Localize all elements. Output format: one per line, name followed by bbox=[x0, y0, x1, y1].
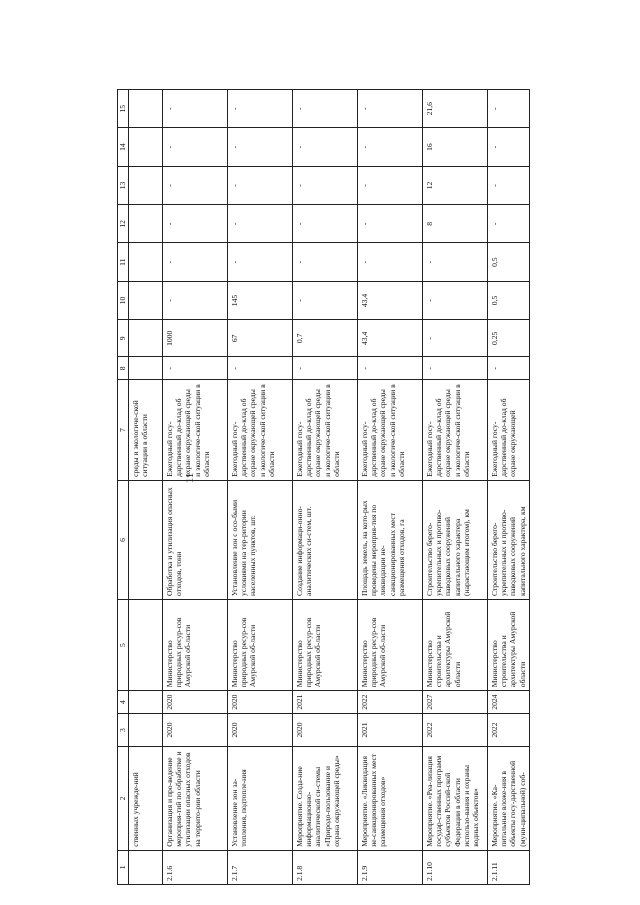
table-cell-col12: - bbox=[293, 205, 358, 243]
table-cell-col13: 12 bbox=[423, 166, 488, 204]
table-cell-col8: - bbox=[423, 357, 488, 380]
table-cell-col8 bbox=[129, 357, 163, 380]
table-cell-col15: - bbox=[358, 90, 423, 128]
table-cell-col1: 2.1.8 bbox=[293, 850, 358, 884]
header-cell: 7 bbox=[118, 380, 129, 481]
table-cell-col8: - bbox=[488, 357, 530, 380]
table-cell-col7: Ежегодный госу-дарственный до-клад об охране окружающей среды и экологиче-ской ситуации в области bbox=[163, 380, 228, 481]
table-cell-col1: 2.1.9 bbox=[358, 850, 423, 884]
table-cell-col15: - bbox=[293, 90, 358, 128]
table-cell-col4 bbox=[129, 691, 163, 714]
table-cell-col12: - bbox=[228, 205, 293, 243]
table-cell-col5 bbox=[129, 600, 163, 691]
table-cell-col15: - bbox=[163, 90, 228, 128]
table-cell-col1 bbox=[129, 850, 163, 884]
table-row bbox=[163, 90, 228, 885]
table-cell-col14: - bbox=[228, 128, 293, 166]
table-cell-col11: - bbox=[228, 243, 293, 281]
table-cell-col14 bbox=[129, 128, 163, 166]
header-cell: 4 bbox=[118, 691, 129, 714]
table-cell-col5: Министерство природных ресур-сов Амурской об-ласти bbox=[163, 600, 228, 691]
table-cell-col13: - bbox=[293, 166, 358, 204]
table-cell-col3: 2021 bbox=[358, 714, 423, 747]
header-cell: 1 bbox=[118, 850, 129, 884]
table-cell-col8: - bbox=[293, 357, 358, 380]
program-measures-table bbox=[117, 89, 530, 885]
table-cell-col15: - bbox=[488, 90, 530, 128]
table-cell-col6: Установление зон с осо-быми условиями на тер-ритории населенных пунктов, шт. bbox=[228, 480, 293, 599]
table-cell-col8: - bbox=[228, 357, 293, 380]
table-cell-col5: Министерство природных ресур-сов Амурской об-ласти bbox=[293, 600, 358, 691]
table-cell-col2: Мероприятие. «Ка-питальные вложе-ния в объекты госу-дарственной (муни-ципальной) соб- bbox=[488, 747, 530, 851]
table-cell-col5: Министерство природных ресур-сов Амурской об-ласти bbox=[228, 600, 293, 691]
table-cell-col2: Организация и про-ведение мероприя-тий по обработке и утилизации опасных отходов на террито-рии области bbox=[163, 747, 228, 851]
table-cell-col9: - bbox=[423, 320, 488, 357]
header-cell: 8 bbox=[118, 357, 129, 380]
header-cell: 2 bbox=[118, 747, 129, 851]
table-cell-col5: Министерство строительства и архитектуры Амурской области bbox=[423, 600, 488, 691]
header-row bbox=[118, 90, 129, 885]
table-row bbox=[293, 90, 358, 885]
table-cell-col15: - bbox=[228, 90, 293, 128]
table-cell-col11: - bbox=[423, 243, 488, 281]
header-cell: 12 bbox=[118, 205, 129, 243]
table-cell-col2: Мероприятие. «Ликвидация не-санкционированных мест размещения отходов» bbox=[358, 747, 423, 851]
table-cell-col4: 2024 bbox=[488, 691, 530, 714]
table-cell-col13 bbox=[129, 166, 163, 204]
table-cell-col12 bbox=[129, 205, 163, 243]
table-cell-col2: ственных учрежде-ний bbox=[129, 747, 163, 851]
table-cell-col5: Министерство строительства и архитектуры Амурской области bbox=[488, 600, 530, 691]
table-cell-col9 bbox=[129, 320, 163, 357]
table-cell-col14: - bbox=[488, 128, 530, 166]
header-cell: 11 bbox=[118, 243, 129, 281]
table-cell-col14: - bbox=[358, 128, 423, 166]
table-cell-col1: 2.1.6 bbox=[163, 850, 228, 884]
table-cell-col12: - bbox=[163, 205, 228, 243]
table-cell-col12: 8 bbox=[423, 205, 488, 243]
table-cell-col6 bbox=[129, 480, 163, 599]
table-row bbox=[228, 90, 293, 885]
header-cell: 5 bbox=[118, 600, 129, 691]
table-cell-col10: - bbox=[163, 281, 228, 319]
table-cell-col13: - bbox=[163, 166, 228, 204]
table-cell-col11: - bbox=[293, 243, 358, 281]
table-cell-col10: 43,4 bbox=[358, 281, 423, 319]
table-cell-col11 bbox=[129, 243, 163, 281]
table-cell-col3: 2020 bbox=[228, 714, 293, 747]
table-cell-col6: Площадь земель, на кото-рых проведены мероприя-тия по ликвидации не-санкционированных мест размещения отходов, га bbox=[358, 480, 423, 599]
table-cell-col6: Строительство берего-укрепительных и противо-паводковых сооружений капитального характера, км bbox=[488, 480, 530, 599]
table-cell-col4: 2027 bbox=[423, 691, 488, 714]
table-cell-col9: 67 bbox=[228, 320, 293, 357]
table-cell-col7: Ежегодный госу-дарственный до-клад об охране окружающей bbox=[488, 380, 530, 481]
header-cell: 10 bbox=[118, 281, 129, 319]
table-cell-col4: 2022 bbox=[358, 691, 423, 714]
table-cell-col15: 21,6 bbox=[423, 90, 488, 128]
table-row bbox=[129, 90, 163, 885]
table-cell-col10: 0,5 bbox=[488, 281, 530, 319]
table-cell-col9: 43,4 bbox=[358, 320, 423, 357]
table-cell-col7: Ежегодный госу-дарственный до-клад об охране окружающей среды и экологиче-ской ситуации в области bbox=[423, 380, 488, 481]
header-cell: 14 bbox=[118, 128, 129, 166]
table-cell-col14: - bbox=[163, 128, 228, 166]
table-cell-col2: Установление зон за-топления, подтопле-ния bbox=[228, 747, 293, 851]
table-cell-col1: 2.1.10 bbox=[423, 850, 488, 884]
table-cell-col4: 2021 bbox=[293, 691, 358, 714]
table-cell-col7: среды и экологиче-ской ситуации в области bbox=[129, 380, 163, 481]
header-cell: 13 bbox=[118, 166, 129, 204]
table-cell-col6: Создание информаци-онно-аналитических си-стем, шт. bbox=[293, 480, 358, 599]
table-cell-col6: Строительство берего-укрепительных и противо-паводковых сооружений капитального характера (нарастающим итогом), км bbox=[423, 480, 488, 599]
table-cell-col3 bbox=[129, 714, 163, 747]
header-cell: 15 bbox=[118, 90, 129, 128]
table-cell-col10 bbox=[129, 281, 163, 319]
table-cell-col3: 2020 bbox=[163, 714, 228, 747]
table-cell-col7: Ежегодный госу-дарственный до-клад об охране окружающей среды и экологиче-ской ситуации в области bbox=[293, 380, 358, 481]
table-cell-col11: 0,5 bbox=[488, 243, 530, 281]
table-cell-col2: Мероприятие. Созда-ние информационно-аналитической си-стемы «Природо-пользование и охрана окружающей среды» bbox=[293, 747, 358, 851]
header-cell: 9 bbox=[118, 320, 129, 357]
table-cell-col10: 145 bbox=[228, 281, 293, 319]
table-cell-col8: - bbox=[358, 357, 423, 380]
header-cell: 6 bbox=[118, 480, 129, 599]
table-cell-col14: - bbox=[293, 128, 358, 166]
table-cell-col3: 2022 bbox=[488, 714, 530, 747]
table-cell-col12: - bbox=[488, 205, 530, 243]
table-cell-col11: - bbox=[358, 243, 423, 281]
table-cell-col9: 0,25 bbox=[488, 320, 530, 357]
table-cell-col1: 2.1.7 bbox=[228, 850, 293, 884]
table-cell-col3: 2022 bbox=[423, 714, 488, 747]
table-cell-col9: 1000 bbox=[163, 320, 228, 357]
header-cell: 3 bbox=[118, 714, 129, 747]
table-cell-col4: 2020 bbox=[228, 691, 293, 714]
table-cell-col12: - bbox=[358, 205, 423, 243]
table-cell-col4: 2020 bbox=[163, 691, 228, 714]
table-cell-col13: - bbox=[488, 166, 530, 204]
table-cell-col2: Мероприятие. «Реа-лизация государ-ственных программ субъектов Россий-ской Федерации в области использо-вания и охраны водных объектов» bbox=[423, 747, 488, 851]
table-cell-col5: Министерство природных ресур-сов Амурской об-ласти bbox=[358, 600, 423, 691]
table-cell-col1: 2.1.11 bbox=[488, 850, 530, 884]
table-row bbox=[423, 90, 488, 885]
table-row bbox=[358, 90, 423, 885]
table-cell-col15 bbox=[129, 90, 163, 128]
table-cell-col11: - bbox=[163, 243, 228, 281]
table-cell-col7: Ежегодный госу-дарственный до-клад об охране окружающей среды и экологиче-ской ситуации в области bbox=[228, 380, 293, 481]
table-cell-col7: Ежегодный госу-дарственный до-клад об охране окружающей среды и экологиче-ской ситуации в области bbox=[358, 380, 423, 481]
table-row bbox=[488, 90, 530, 885]
table-cell-col13: - bbox=[358, 166, 423, 204]
table-cell-col10: - bbox=[423, 281, 488, 319]
table-cell-col8: - bbox=[163, 357, 228, 380]
table-cell-col9: 0,7 bbox=[293, 320, 358, 357]
table-cell-col14: 16 bbox=[423, 128, 488, 166]
page-number: 11 bbox=[184, 472, 196, 484]
table-cell-col10: - bbox=[293, 281, 358, 319]
rotated-table-wrapper bbox=[117, 89, 528, 885]
table-cell-col3: 2020 bbox=[293, 714, 358, 747]
table-cell-col6: Обработка и утилизация опасных отходов, тонн bbox=[163, 480, 228, 599]
table-cell-col13: - bbox=[228, 166, 293, 204]
